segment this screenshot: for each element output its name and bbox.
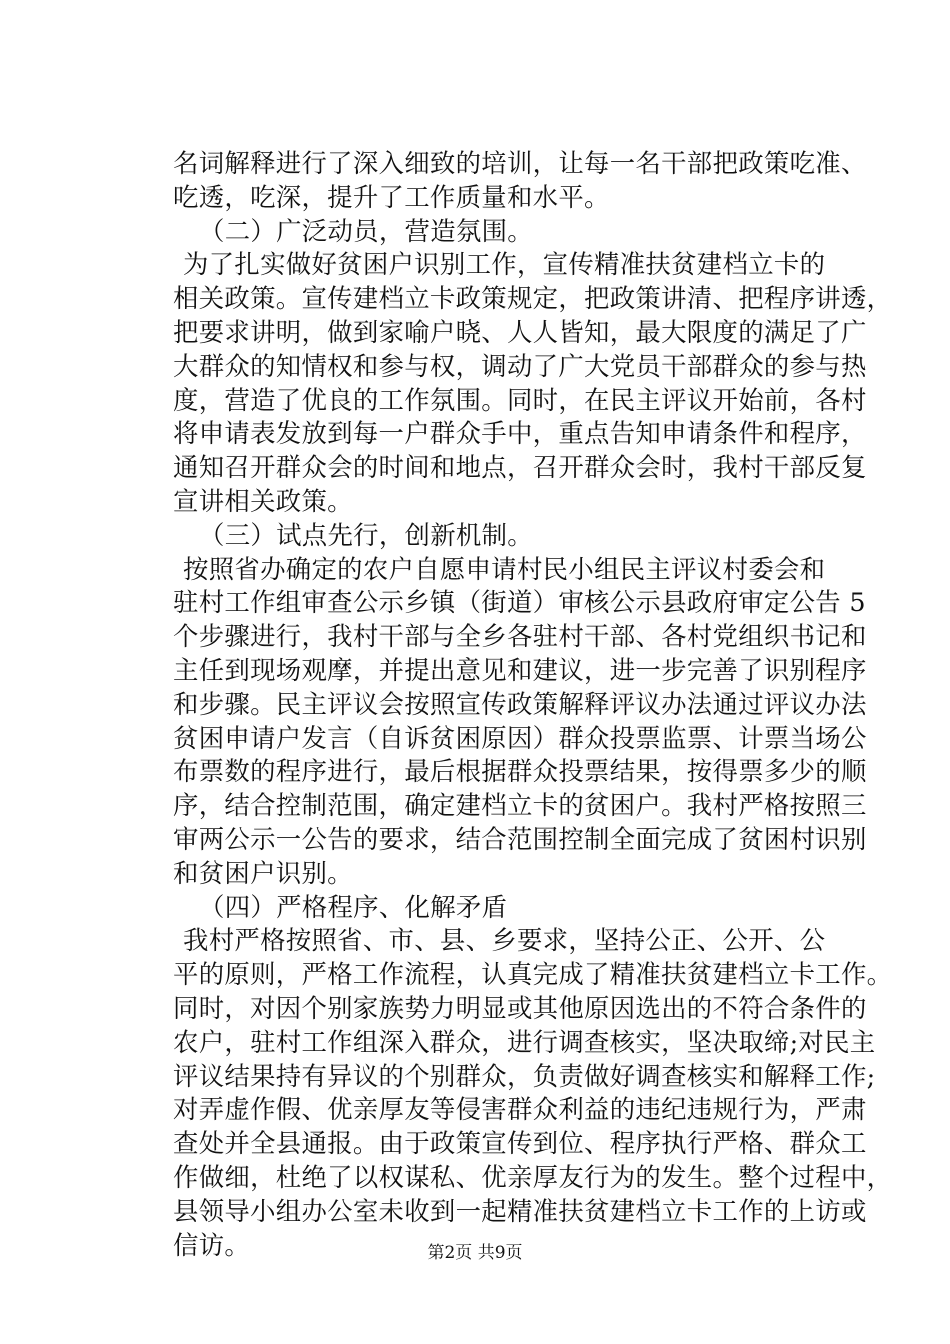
text-line: 审两公示一公告的要求，结合范围控制全面完成了贫困村识别	[173, 823, 867, 854]
text-line: 度，营造了优良的工作氛围。同时，在民主评议开始前，各村	[173, 384, 867, 415]
text-line: 通知召开群众会的时间和地点，召开群众会时，我村干部反复	[173, 452, 867, 483]
text-line: 序，结合控制范围，确定建档立卡的贫困户。我村严格按照三	[173, 790, 867, 821]
text-line: 查处并全县通报。由于政策宣传到位、程序执行严格、群众工	[173, 1128, 867, 1159]
text-line: 驻村工作组审查公示乡镇（街道）审核公示县政府审定公告 5	[173, 587, 866, 618]
text-line: 信访。	[173, 1229, 251, 1260]
body-text	[173, 147, 893, 1262]
text-line: 评议结果持有异议的个别群众，负责做好调查核实和解释工作;	[173, 1060, 876, 1091]
text-line: 名词解释进行了深入细致的培训，让每一名干部把政策吃准、	[173, 148, 867, 178]
text-line: 县领导小组办公室未收到一起精准扶贫建档立卡工作的上访或	[173, 1195, 867, 1226]
text-line: 我村严格按照省、市、县、乡要求，坚持公正、公开、公	[183, 925, 826, 956]
text-line: 吃透，吃深，提升了工作质量和水平。	[173, 181, 610, 212]
text-line: 贫困申请户发言（自诉贫困原因）群众投票监票、计票当场公	[173, 722, 867, 753]
page-number-label: 第2页 共9页	[427, 1243, 523, 1263]
page-footer	[0, 1242, 950, 1264]
text-line: 主任到现场观摩，并提出意见和建议，进一步完善了识别程序	[173, 654, 867, 685]
text-line: 布票数的程序进行，最后根据群众投票结果，按得票多少的顺	[173, 756, 867, 787]
text-line: 作做细，杜绝了以权谋私、优亲厚友行为的发生。整个过程中，	[173, 1161, 893, 1192]
text-line: 对弄虚作假、优亲厚友等侵害群众利益的违纪违规行为，严肃	[173, 1094, 867, 1125]
text-line: 相关政策。宣传建档立卡政策规定，把政策讲清、把程序讲透，	[173, 283, 893, 314]
text-line: 农户，驻村工作组深入群众，进行调查核实，坚决取缔;对民主	[173, 1026, 876, 1057]
text-line: 同时，对因个别家族势力明显或其他原因选出的不符合条件的	[173, 992, 867, 1023]
text-line: 和步骤。民主评议会按照宣传政策解释评议办法通过评议办法	[173, 688, 867, 719]
text-line: 将申请表发放到每一户群众手中，重点告知申请条件和程序，	[173, 418, 867, 449]
text-line: 宣讲相关政策。	[173, 485, 353, 516]
text-line: 平的原则，严格工作流程，认真完成了精准扶贫建档立卡工作。	[173, 959, 893, 990]
text-line: 和贫困户识别。	[173, 857, 353, 888]
text-line: 大群众的知情权和参与权，调动了广大党员干部群众的参与热	[173, 350, 867, 381]
section-heading: （四）严格程序、化解矛盾	[199, 891, 508, 922]
text-line: 把要求讲明，做到家喻户晓、人人皆知，最大限度的满足了广	[173, 316, 867, 347]
text-line: 为了扎实做好贫困户识别工作，宣传精准扶贫建档立卡的	[183, 249, 826, 280]
section-heading: （二）广泛动员，营造氛围。	[199, 215, 533, 246]
section-heading: （三）试点先行，创新机制。	[199, 519, 533, 550]
text-line: 按照省办确定的农户自愿申请村民小组民主评议村委会和	[183, 553, 826, 584]
text-line: 个步骤进行，我村干部与全乡各驻村干部、各村党组织书记和	[173, 621, 867, 652]
